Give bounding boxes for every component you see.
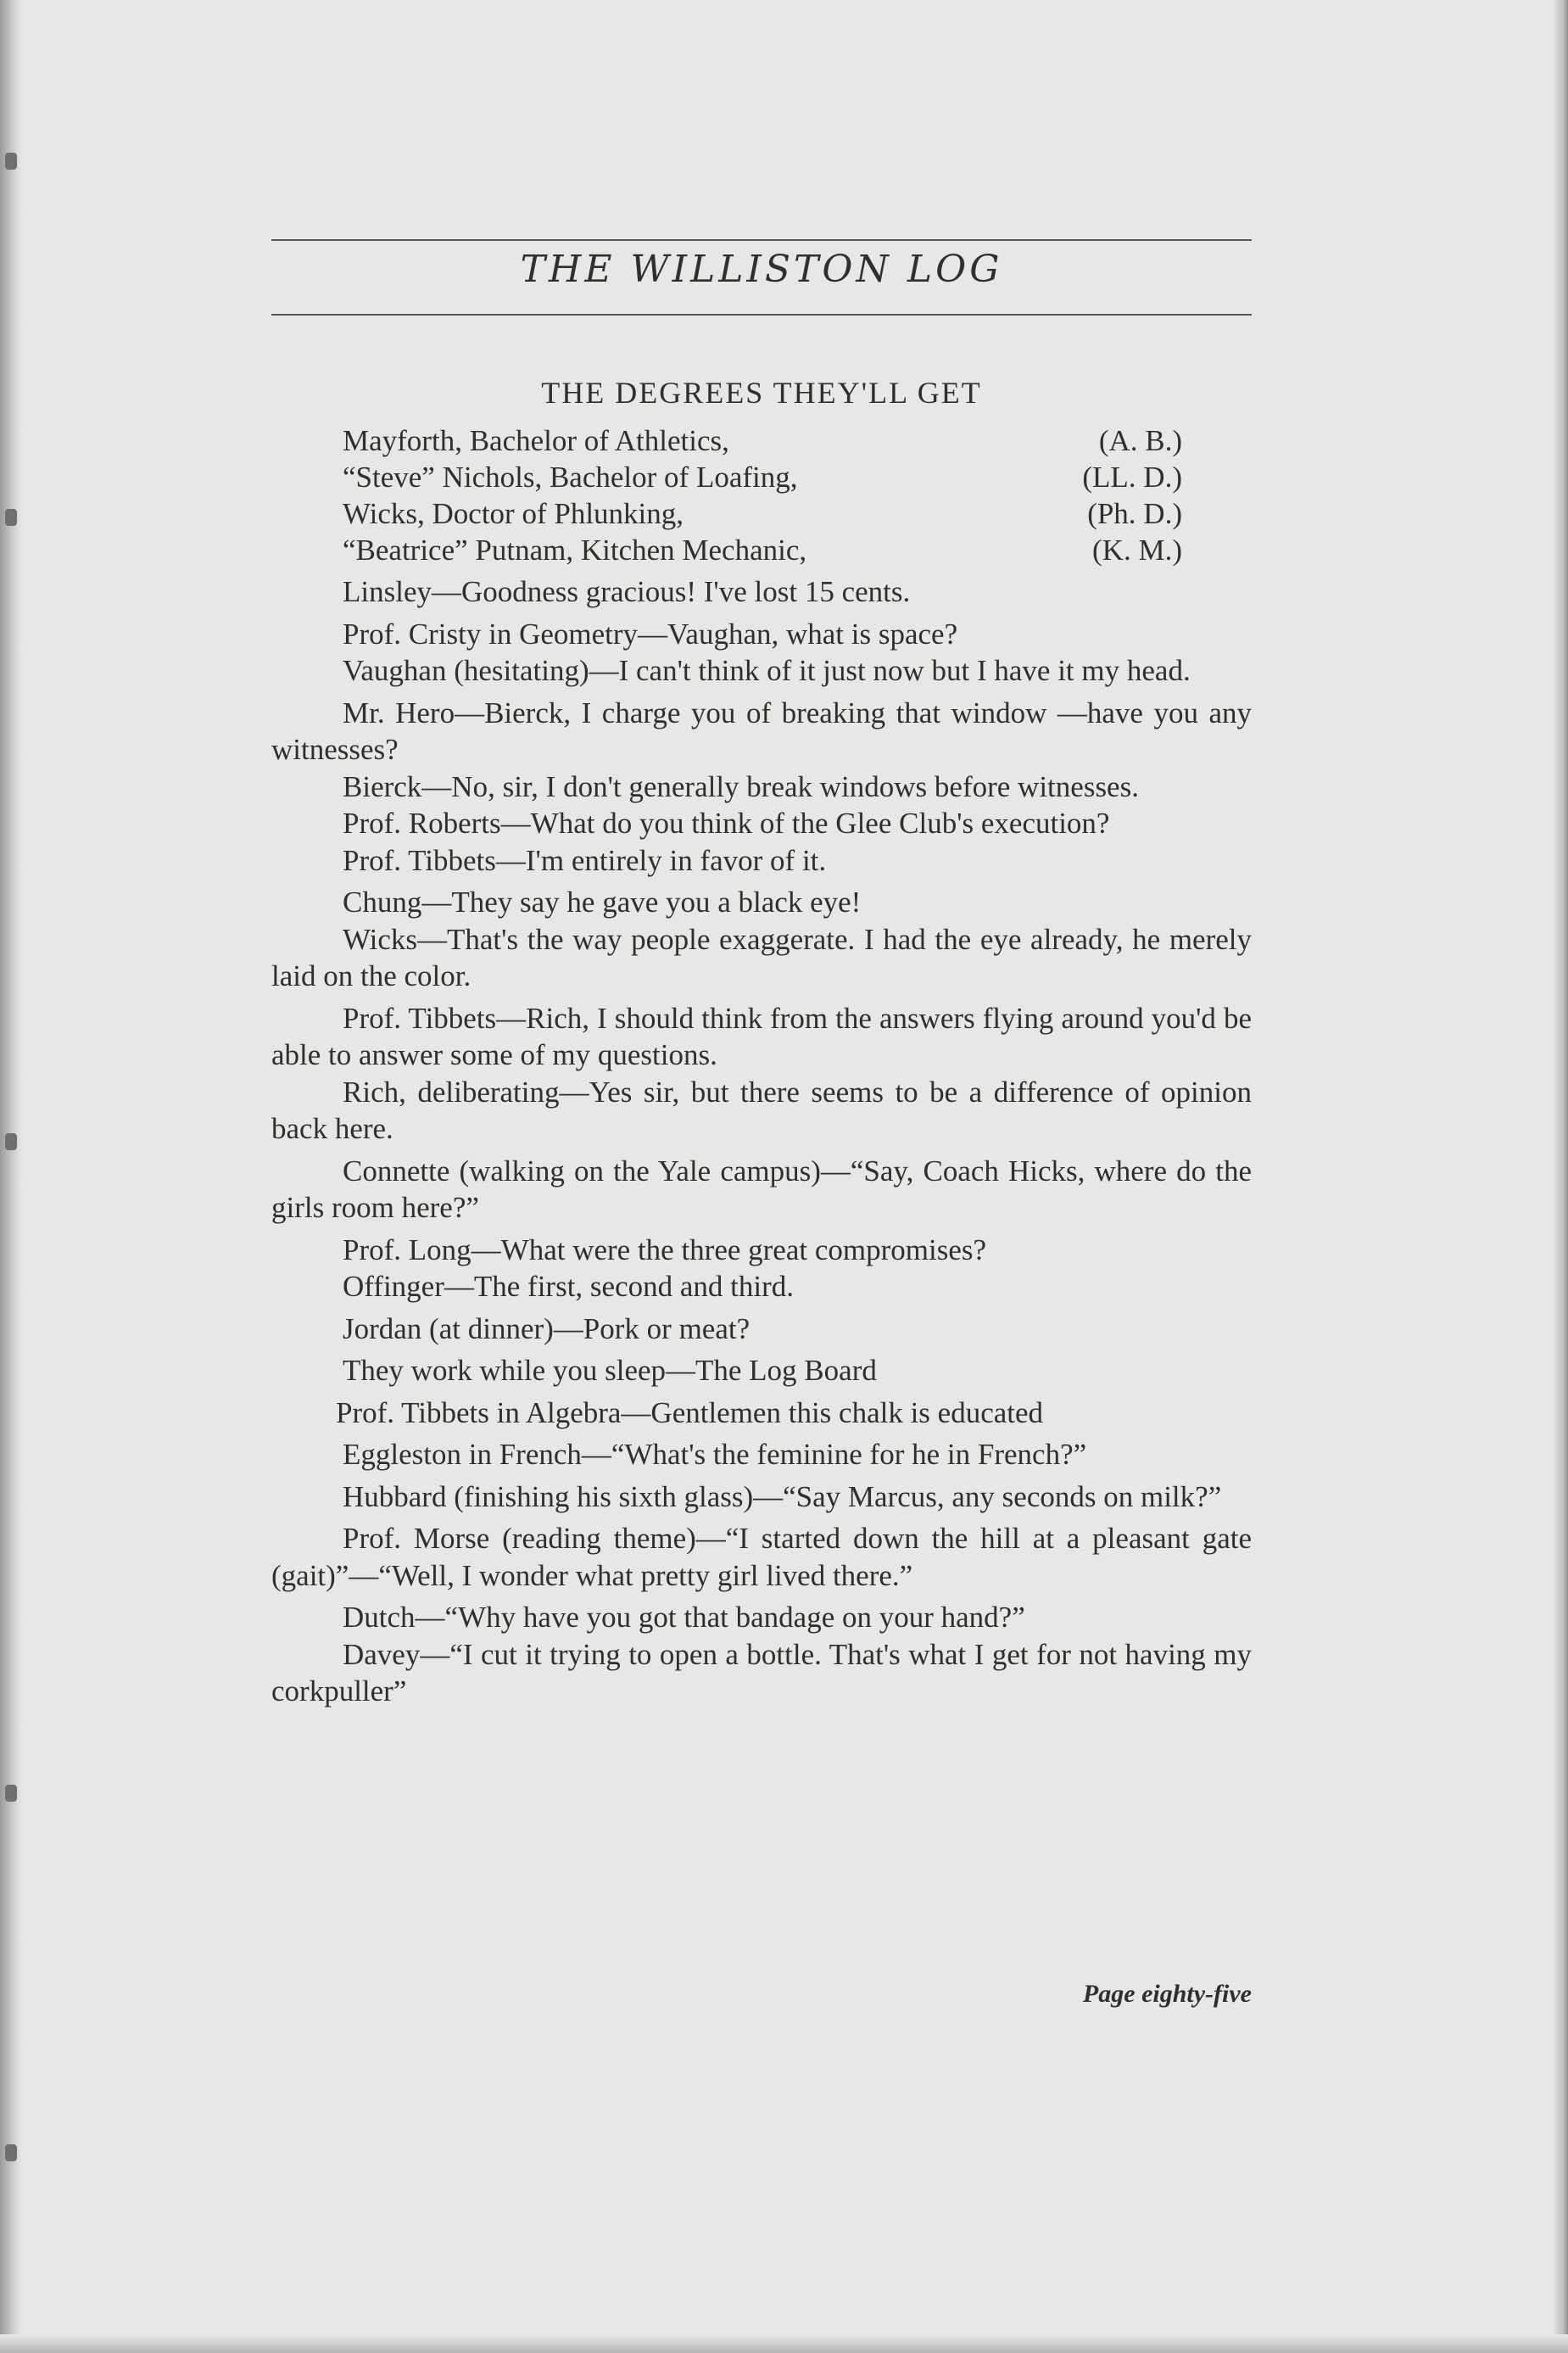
header-rule-top: [271, 239, 1252, 241]
staple-mark: [5, 2144, 17, 2161]
joke-paragraph: Linsley—Goodness gracious! I've lost 15 cents.: [343, 575, 911, 608]
degree-row: [343, 495, 1182, 532]
joke-paragraph: Connette (walking on the Yale campus)—“Say, Coach Hicks, where do the girls room here?”: [271, 1154, 1252, 1224]
degree-row: [343, 459, 1182, 495]
joke-paragraph: Prof. Cristy in Geometry—Vaughan, what is space?: [343, 617, 958, 651]
joke-paragraph: Bierck—No, sir, I don't generally break windows before witnesses.: [343, 769, 1139, 803]
joke-paragraph: Chung—They say he gave you a black eye!: [343, 886, 862, 919]
joke-paragraph: Vaughan (hesitating)—I can't think of it just now but I have it my head.: [343, 654, 1191, 687]
joke-paragraph: Prof. Morse (reading theme)—“I started down the hill at a pleasant gate (gait)”—“Well, I wonder what pretty girl lived there.”: [271, 1522, 1252, 1592]
joke-paragraph: Wicks—That's the way people exaggerate. I had the eye already, he merely laid on the color.: [271, 922, 1252, 992]
staple-mark: [5, 509, 17, 526]
joke-paragraph: Offinger—The first, second and third.: [343, 1270, 794, 1303]
binding-shadow: [0, 0, 22, 2353]
joke-paragraph: Davey—“I cut it trying to open a bottle. That's what I get for not having my corkpuller”: [271, 1637, 1252, 1707]
degree-abbreviation: (LL. D.): [1082, 461, 1182, 494]
jokes-body: [271, 573, 1252, 1715]
degree-row: [343, 532, 1182, 568]
degree-name: “Steve” Nichols, Bachelor of Loafing,: [343, 461, 798, 494]
joke-paragraph: Prof. Tibbets—Rich, I should think from the answers flying around you'd be able to answer some of my questions.: [271, 1001, 1252, 1071]
joke-paragraph: Prof. Tibbets—I'm entirely in favor of it.: [343, 843, 827, 877]
degree-name: Wicks, Doctor of Phlunking,: [343, 497, 684, 530]
degree-name: Mayforth, Bachelor of Athletics,: [343, 424, 729, 457]
degree-name: “Beatrice” Putnam, Kitchen Mechanic,: [343, 534, 807, 567]
page-edge-right: [1553, 0, 1568, 2353]
joke-paragraph: Mr. Hero—Bierck, I charge you of breaking that window —have you any witnesses?: [271, 696, 1252, 766]
joke-paragraph: Jordan (at dinner)—Pork or meat?: [343, 1311, 751, 1345]
joke-paragraph: Prof. Long—What were the three great compromises?: [343, 1232, 987, 1266]
joke-paragraph: They work while you sleep—The Log Board: [343, 1354, 877, 1387]
page-number: Page eighty-five: [1082, 1980, 1252, 2008]
joke-paragraph: Prof. Tibbets in Algebra—Gentlemen this chalk is educated: [336, 1395, 1044, 1429]
degree-abbreviation: (K. M.): [1092, 534, 1182, 567]
joke-paragraph: Hubbard (finishing his sixth glass)—“Say Marcus, any seconds on milk?”: [343, 1479, 1222, 1513]
staple-mark: [5, 1785, 17, 1802]
section-heading: THE DEGREES THEY'LL GET: [541, 376, 982, 410]
joke-paragraph: Rich, deliberating—Yes sir, but there seems to be a difference of opinion back here.: [271, 1075, 1252, 1145]
staple-mark: [5, 1133, 17, 1150]
running-header: THE WILLISTON LOG: [520, 248, 1003, 291]
degree-abbreviation: (Ph. D.): [1087, 497, 1182, 530]
page-edge-bottom: [0, 2334, 1568, 2353]
degree-row: [343, 422, 1182, 459]
joke-paragraph: Dutch—“Why have you got that bandage on your hand?”: [343, 1601, 1025, 1634]
staple-mark: [5, 153, 17, 170]
joke-paragraph: Eggleston in French—“What's the feminine for he in French?”: [343, 1438, 1087, 1471]
degrees-list: [343, 422, 1182, 568]
degree-abbreviation: (A. B.): [1098, 424, 1182, 457]
header-rule-bottom: [271, 314, 1252, 316]
joke-paragraph: Prof. Roberts—What do you think of the Glee Club's execution?: [343, 807, 1110, 840]
